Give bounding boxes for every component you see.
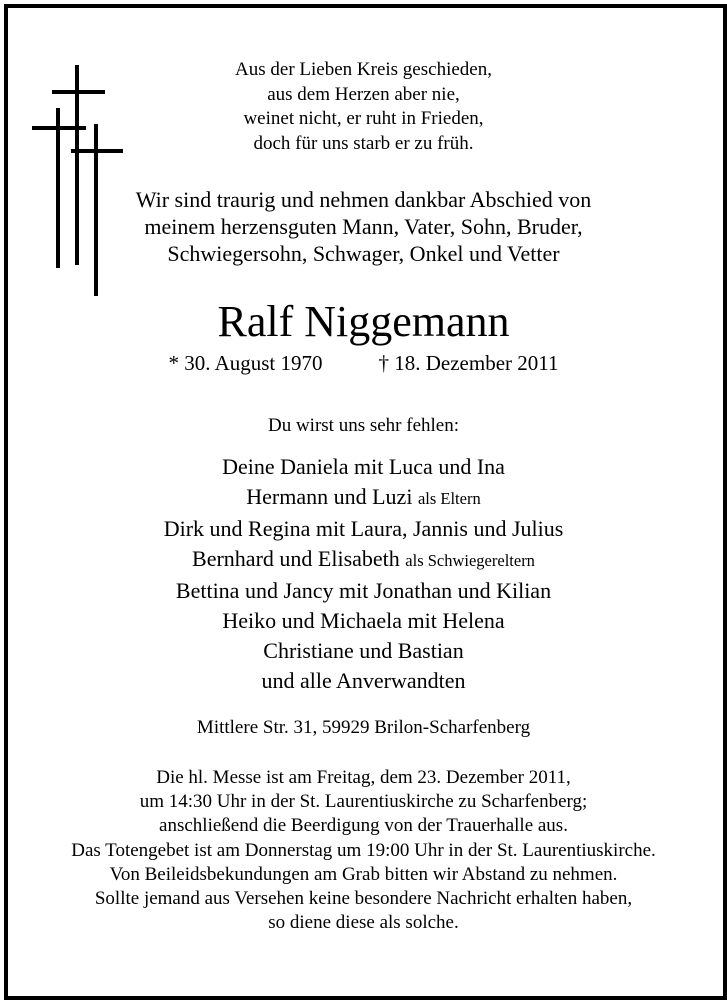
- mourner-names: Bettina und Jancy mit Jonathan und Kilian: [175, 578, 552, 603]
- service-line: Sollte jemand aus Versehen keine besondere Nachricht erhalten haben,: [94, 888, 633, 910]
- service-line: so diene diese als solche.: [268, 912, 459, 934]
- mourner-names: und alle Anverwandten: [261, 668, 466, 693]
- intro-line: meinem herzensguten Mann, Vater, Sohn, Bruder,: [144, 214, 583, 239]
- service-line: Das Totengebet ist am Donnerstag um 19:00 Uhr in der St. Laurentiuskirche.: [71, 839, 656, 861]
- mourner-role: als Eltern: [417, 489, 481, 508]
- missing-you-text: Du wirst uns sehr fehlen:: [267, 415, 460, 436]
- intro-line: Wir sind traurig und nehmen dankbar Abschied von: [135, 187, 592, 212]
- death-date: † 18. Dezember 2011: [378, 351, 559, 375]
- service-line: Von Beileidsbekundungen am Grab bitten wir Abstand zu nehmen.: [109, 863, 618, 885]
- poem-line: Aus der Lieben Kreis geschieden,: [235, 59, 492, 80]
- mourners-list: [0, 452, 727, 696]
- mourner-line: [0, 606, 727, 636]
- life-dates: [0, 350, 727, 376]
- mourner-line: [0, 666, 727, 696]
- mourner-line: [0, 576, 727, 606]
- farewell-intro: [0, 186, 727, 267]
- mourner-names: Heiko und Michaela mit Helena: [222, 608, 505, 633]
- poem-line: weinet nicht, er ruht in Frieden,: [243, 108, 484, 129]
- mourner-line: [0, 514, 727, 544]
- mourner-line: [0, 544, 727, 576]
- deceased-name: Ralf Niggemann: [217, 297, 510, 346]
- service-line: um 14:30 Uhr in der St. Laurentiuskirche zu Scharfenberg;: [139, 791, 588, 813]
- mourner-names: Christiane und Bastian: [263, 638, 464, 663]
- service-line: Die hl. Messe ist am Freitag, dem 23. Dezember 2011,: [156, 767, 571, 788]
- mourner-names: Bernhard und Elisabeth: [192, 546, 400, 571]
- service-line: anschließend die Beerdigung von der Trauerhalle aus.: [159, 815, 568, 837]
- mourner-role: als Schwiegereltern: [405, 551, 535, 570]
- family-address: Mittlere Str. 31, 59929 Brilon-Scharfenberg: [196, 717, 531, 738]
- funeral-service-info: [0, 766, 727, 935]
- birth-date: * 30. August 1970: [168, 351, 323, 375]
- mourner-names: Dirk und Regina mit Laura, Jannis und Julius: [163, 516, 564, 541]
- mourner-names: Deine Daniela mit Luca und Ina: [222, 454, 505, 479]
- intro-line: Schwiegersohn, Schwager, Onkel und Vetter: [167, 241, 560, 266]
- memorial-poem: [0, 58, 727, 156]
- mourner-names: Hermann und Luzi: [246, 484, 413, 509]
- mourner-line: [0, 452, 727, 482]
- poem-line: aus dem Herzen aber nie,: [267, 83, 460, 105]
- mourner-line: [0, 482, 727, 514]
- poem-line: doch für uns starb er zu früh.: [253, 132, 474, 154]
- mourner-line: [0, 636, 727, 666]
